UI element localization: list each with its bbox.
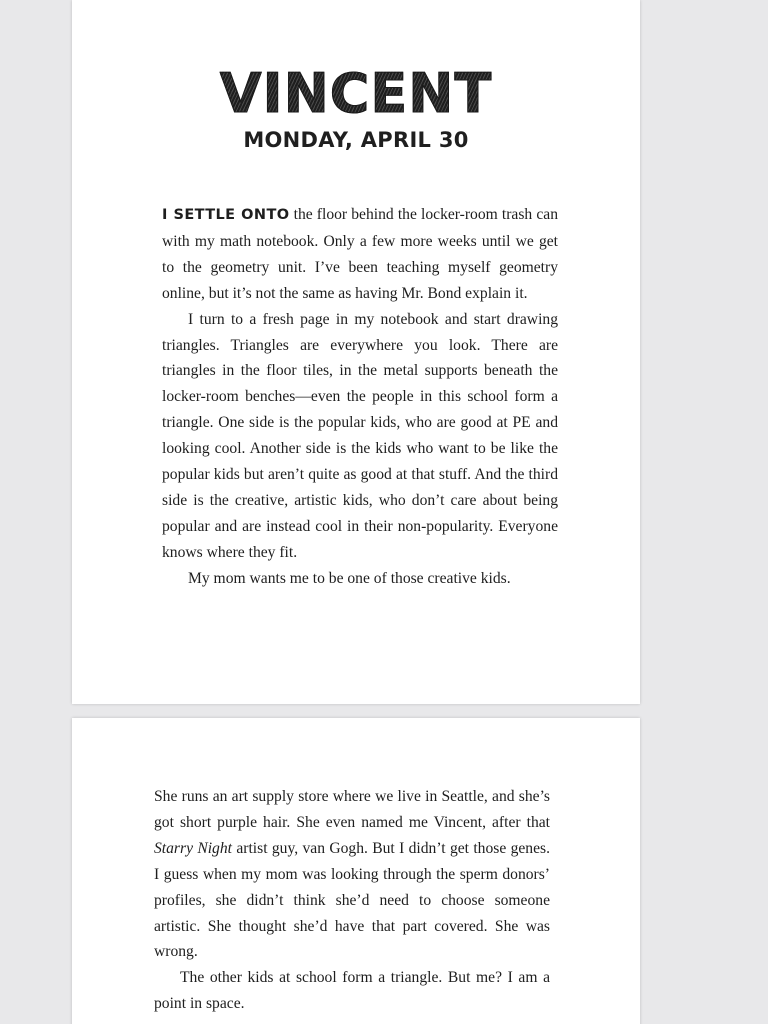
- paragraph: The other kids at school form a triangle. But me? I am a point in space.: [154, 969, 550, 1013]
- italic-title: Starry Night: [154, 839, 232, 857]
- paragraph-text: She runs an art supply store where we live in Seattle, and she’s got short purple hair. She even named me Vincent, after that: [154, 788, 550, 831]
- paragraph-text: artist guy, van Gogh. But I didn’t get those genes. I guess when my mom was looking through the sperm donors’ profiles, she didn’t think she’d need to choose someone artistic. She thought she’d have that part covered. She was wrong.: [154, 839, 550, 961]
- page-1: [72, 0, 640, 704]
- chapter-title-text: VINCENT: [219, 62, 493, 125]
- chapter-date: MONDAY, APRIL 30: [243, 128, 469, 152]
- paragraph: My mom wants me to be one of those creative kids.: [188, 569, 511, 587]
- paragraph: [154, 784, 550, 965]
- paragraph: [162, 202, 558, 307]
- page-2-body: [154, 784, 550, 1017]
- page-1-body: [162, 202, 558, 592]
- page-2: [72, 718, 640, 1024]
- paragraph-text: the floor behind the locker-room trash can with my math notebook. Only a few more weeks until we get to the geometry unit. I’ve been teaching myself geometry online, but it’s not the same as having Mr. Bond explain it.: [162, 206, 558, 302]
- lead-in: I SETTLE ONTO: [162, 207, 290, 223]
- chapter-title: [72, 62, 640, 126]
- paragraph: I turn to a fresh page in my notebook and start drawing triangles. Triangles are everywhere you look. There are triangles in the floor tiles, in the metal supports beneath the locker-room benches—even the people in this school form a triangle. One side is the popular kids, who are good at PE and looking cool. Another side is the kids who want to be like the popular kids but aren’t quite as good at that stuff. And the third side is the creative, artistic kids, who don’t care about being popular and are instead cool in their non-popularity. Everyone knows where they fit.: [162, 310, 558, 561]
